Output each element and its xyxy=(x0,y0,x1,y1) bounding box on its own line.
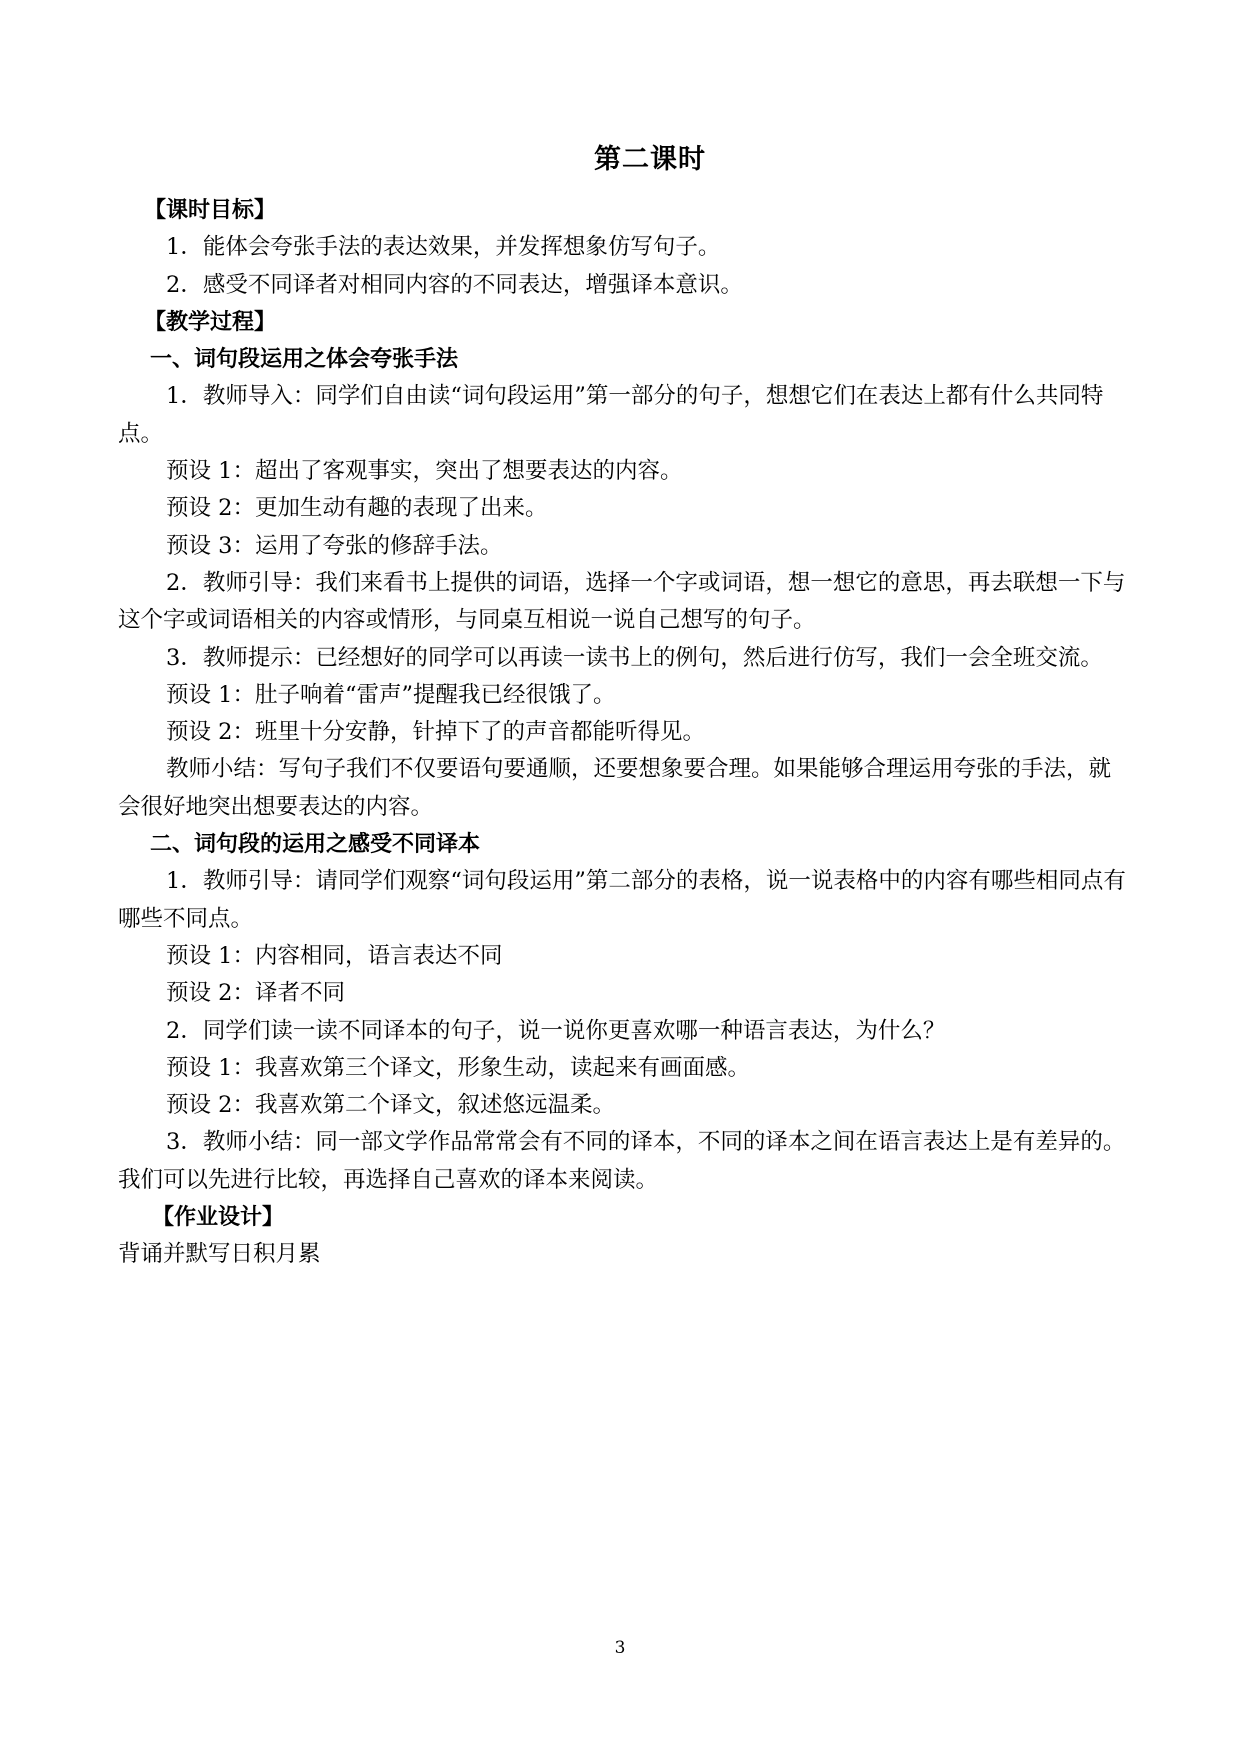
part1-heading: 一、词句段运用之体会夸张手法 xyxy=(150,347,459,373)
objectives-heading: 【课时目标】 xyxy=(144,198,277,223)
part2-heading: 二、词句段的运用之感受不同译本 xyxy=(150,832,481,858)
paragraph: 1．教师导入：同学们自由读“词句段运用”第一部分的句子，想想它们在表达上都有什么共同特点。 xyxy=(118,383,1104,447)
paragraph: 预设 2：我喜欢第二个译文，叙述悠远温柔。 xyxy=(166,1092,615,1119)
homework-heading: 【作业设计】 xyxy=(152,1205,285,1231)
page-number: 3 xyxy=(614,1638,626,1658)
document-body xyxy=(118,192,1128,1274)
paragraph: 预设 1：内容相同，语言表达不同 xyxy=(166,942,503,969)
paragraph: 预设 3：运用了夸张的修辞手法。 xyxy=(166,532,503,559)
paragraph: 2．同学们读一读不同译本的句子，说一说你更喜欢哪一种语言表达，为什么？ xyxy=(166,1017,946,1044)
homework-text: 背诵并默写日积月累 xyxy=(118,1241,321,1268)
objective-item: 1．能体会夸张手法的表达效果，并发挥想象仿写句子。 xyxy=(166,234,721,261)
paragraph: 预设 2：更加生动有趣的表现了出来。 xyxy=(166,495,548,522)
objective-item: 2．感受不同译者对相同内容的不同表达，增强译本意识。 xyxy=(166,271,743,298)
paragraph: 2．教师引导：我们来看书上提供的词语，选择一个字或词语，想一想它的意思，再去联想一下与这个字或词语相关的内容或情形，与同桌互相说一说自己想写的句子。 xyxy=(118,569,1126,634)
page-title: 第二课时 xyxy=(594,144,706,175)
paragraph: 3．教师小结：同一部文学作品常常会有不同的译本，不同的译本之间在语言表达上是有差异的。我们可以先进行比较，再选择自己喜欢的译本来阅读。 xyxy=(118,1129,1126,1193)
paragraph: 预设 2：班里十分安静，针掉下了的声音都能听得见。 xyxy=(166,719,705,746)
process-heading: 【教学过程】 xyxy=(144,309,277,335)
paragraph: 1．教师引导：请同学们观察“词句段运用”第二部分的表格，说一说表格中的内容有哪些相同点有哪些不同点。 xyxy=(118,868,1126,932)
paragraph: 预设 1：我喜欢第三个译文，形象生动，读起来有画面感。 xyxy=(166,1054,750,1081)
paragraph: 3．教师提示：已经想好的同学可以再读一读书上的例句，然后进行仿写，我们一会全班交流。 xyxy=(166,644,1103,671)
paragraph: 教师小结：写句子我们不仅要语句要通顺，还要想象要合理。如果能够合理运用夸张的手法，就会很好地突出想要表达的内容。 xyxy=(118,756,1112,820)
paragraph: 预设 1：超出了客观事实，突出了想要表达的内容。 xyxy=(166,458,683,485)
paragraph: 预设 2：译者不同 xyxy=(166,980,345,1007)
paragraph: 预设 1：肚子响着“雷声”提醒我已经很饿了。 xyxy=(166,681,616,708)
